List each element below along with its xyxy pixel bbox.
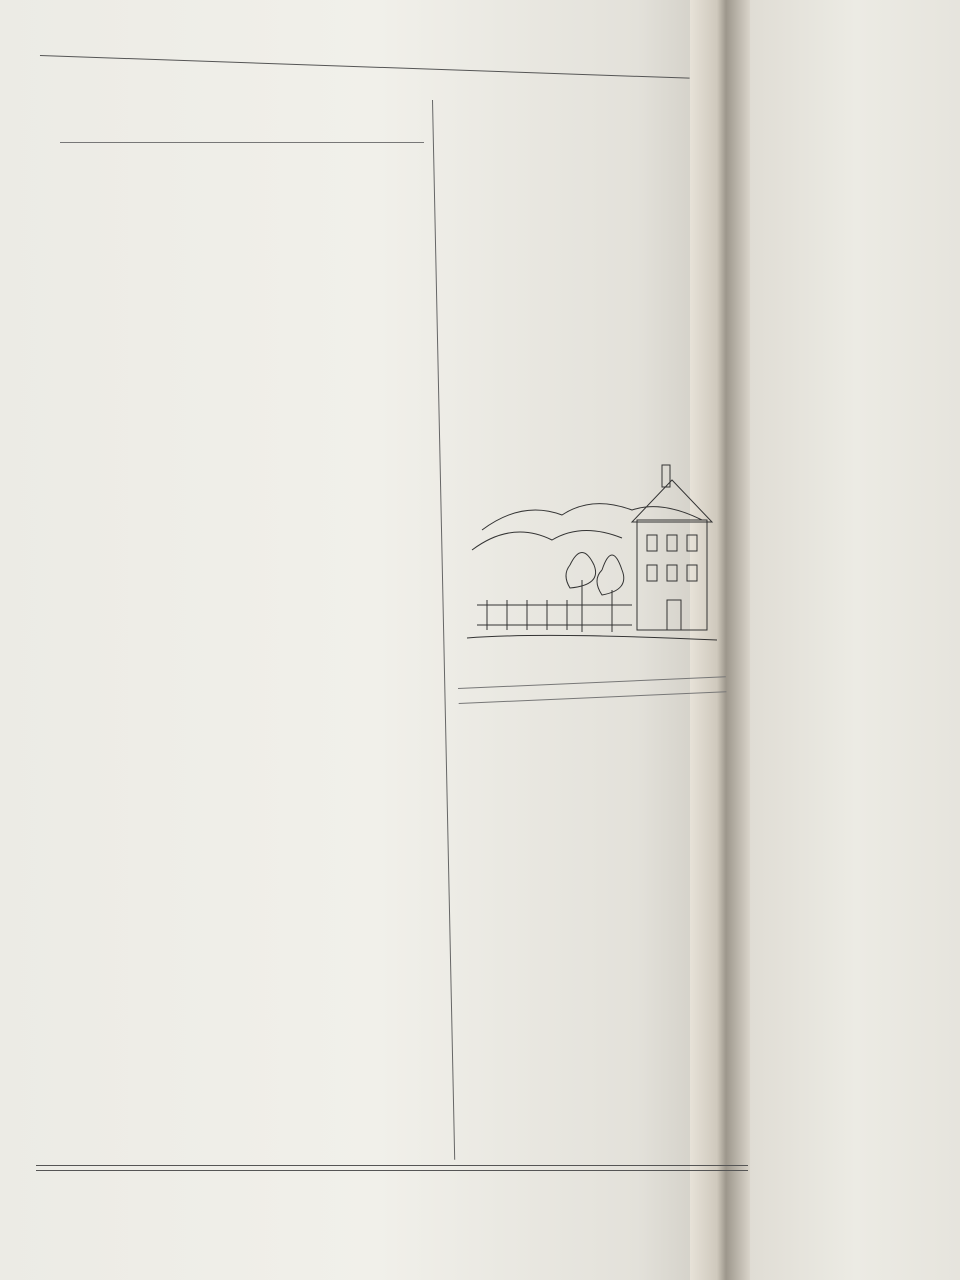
next-page-edge [905, 0, 960, 1280]
footer-rule [36, 1170, 748, 1171]
recipe-left-ingredients [60, 142, 424, 143]
recipe-left-title [60, 90, 424, 114]
title-line-1 [581, 129, 584, 150]
recipe-left [60, 90, 424, 173]
footer-rule [36, 1165, 748, 1166]
farmhouse-illustration [462, 460, 722, 650]
title-line-2 [578, 150, 581, 171]
